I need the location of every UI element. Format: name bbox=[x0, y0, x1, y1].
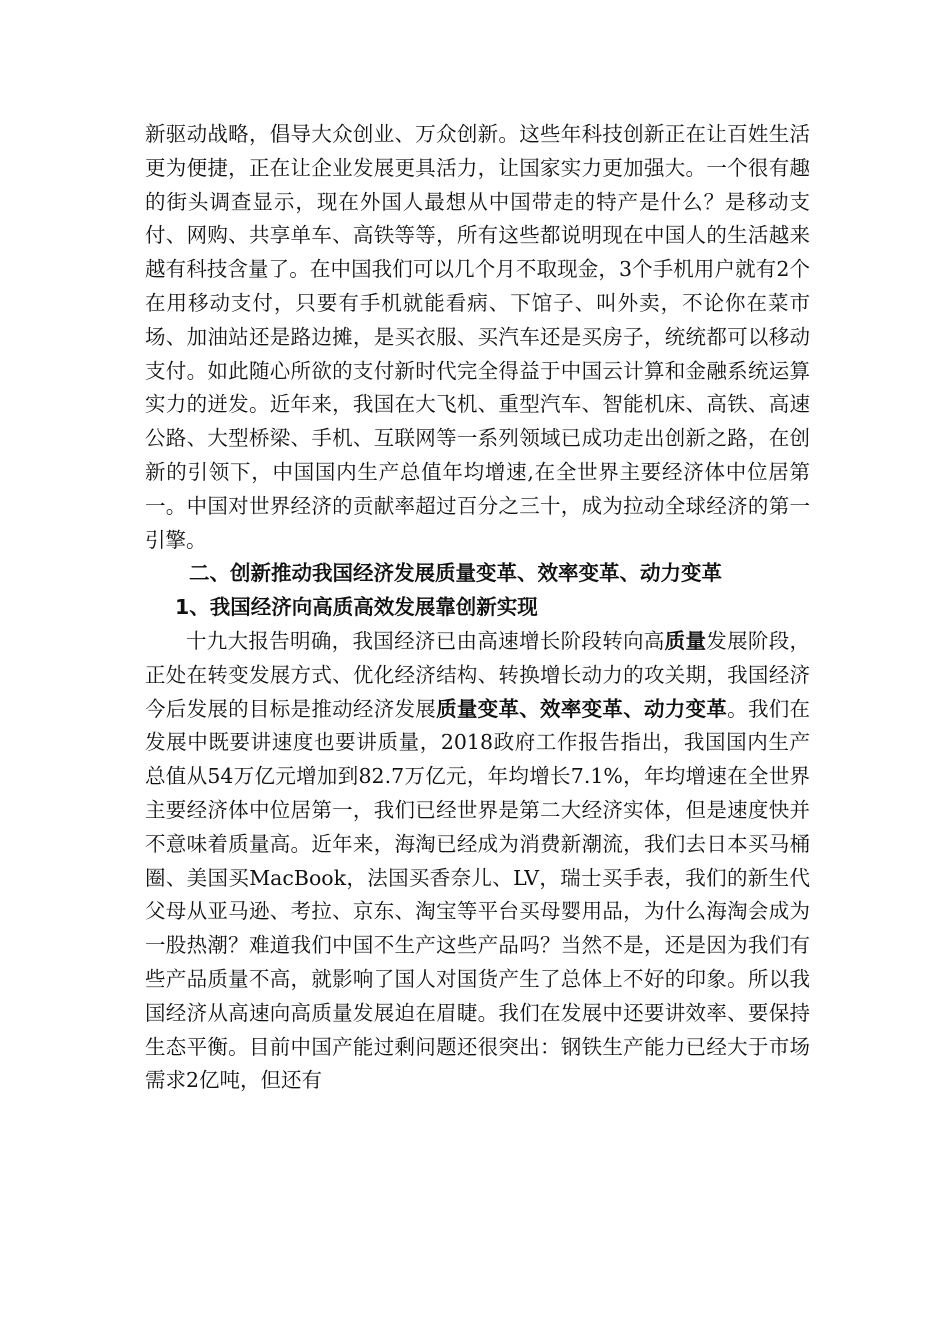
text-segment: 十九大报告明确，我国经济已由高速增长阶段转向高 bbox=[186, 628, 665, 653]
text-segment: 发展阶段，正处在转变发展方式、优化经济结构、转换增长动力的攻关期，我国经济今后发展的目标是推动经济发展 bbox=[145, 628, 811, 721]
subsection-heading: 1、我国经济向高质高效发展靠创新实现 bbox=[175, 595, 538, 620]
paragraph-quality-development bbox=[145, 625, 810, 1098]
bold-text: 质量变革、效率变革、动力变革 bbox=[436, 696, 728, 721]
paragraph-innovation-life: 新驱动战略，倡导大众创业、万众创新。这些年科技创新正在让百姓生活更为便捷，正在让企业发展更具活力，让国家实力更加强大。一个很有趣的街头调查显示，现在外国人最想从中国带走的特产是什么？是移动支付、网购、共享单车、高铁等等，所有这些都说明现在中国人的生活越来越有科技含量了。在中国我们可以几个月不取现金，3个手机用户就有2个在用移动支付，只要有手机就能看病、下馆子、叫外卖，不论你在菜市场、加油站还是路边摊，是买衣服、买汽车还是买房子，统统都可以移动支付。如此随心所欲的支付新时代完全得益于中国云计算和金融系统运算实力的迸发。近年来，我国在大飞机、重型汽车、智能机床、高铁、高速公路、大型桥梁、手机、互联网等一系列领域已成功走出创新之路，在创新的引领下，中国国内生产总值年均增速,在全世界主要经济体中位居第一。中国对世界经济的贡献率超过百分之三十，成为拉动全球经济的第一引擎。 bbox=[145, 122, 810, 552]
document-page bbox=[145, 118, 810, 1098]
section-heading: 二、创新推动我国经济发展质量变革、效率变革、动力变革 bbox=[189, 561, 722, 586]
text-segment: 。我们在发展中既要讲速度也要讲质量，2018政府工作报告指出，我国国内生产总值从54万亿元增加到82.7万亿元，年均增长7.1%，年均增速在全世界主要经济体中位居第一，我们已经世界是第二大经济实体，但是速度快并不意味着质量高。近年来，海淘已经成为消费新潮流，我们去日本买马桶圈、美国买MacBook，法国买香奈儿、LV，瑞士买手表，我们的新生代父母从亚马逊、考拉、京东、淘宝等平台买母婴用品，为什么海淘会成为一股热潮？难道我们中国不生产这些产品吗？当然不是，还是因为我们有些产品质量不高，就影响了国人对国货产生了总体上不好的印象。所以我国经济从高速向高质量发展迫在眉睫。我们在发展中还要讲效率、要保持生态平衡。目前中国产能过剩问题还很突出：钢铁生产能力已经大于市场需求2亿吨，但还有 bbox=[145, 696, 811, 1093]
bold-text: 质量 bbox=[664, 628, 707, 653]
